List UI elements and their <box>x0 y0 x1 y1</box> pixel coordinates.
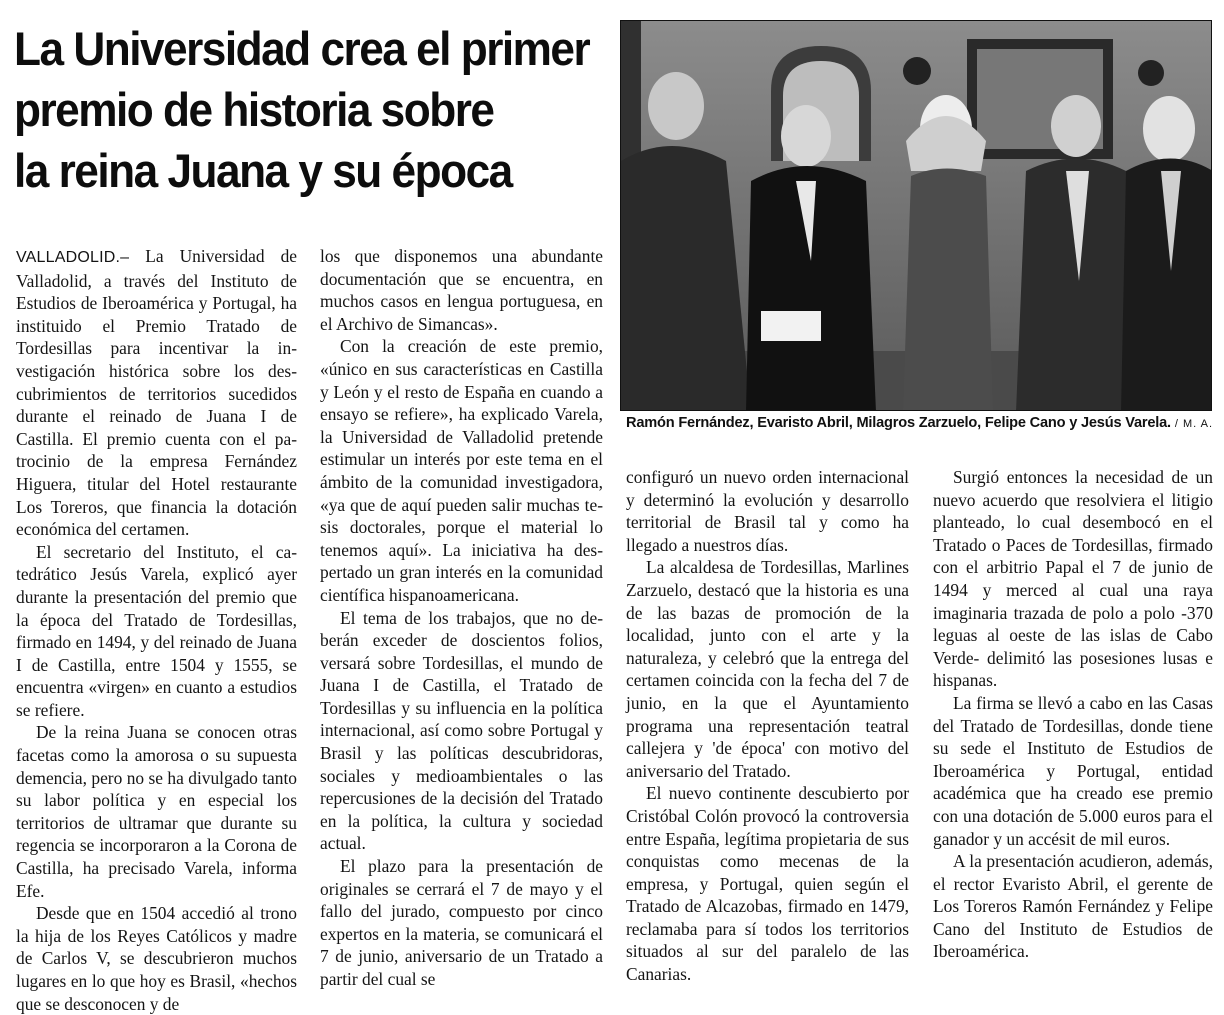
text-column-2 <box>320 245 603 991</box>
article-headline <box>14 18 590 201</box>
article-paragraph: El tema de los trabajos, que no deberán exceder de doscientos folios, versará sobre Tordesillas, el mundo de Juana I de Castilla, el Tratado de Tordesillas y su influencia en la política internacional, así como sobre Portugal y Brasil y las políticas descubridoras, sociales y medioambientales o las repercusiones de la decisión del Tratado en la política, la cultura y sociedad actual. <box>320 607 603 854</box>
article-paragraph: configuró un nuevo orden internacional y determinó la evolución y desarrollo territorial de Brasil tal y como ha llegado a nuestros días. <box>626 467 909 555</box>
article-photo <box>620 20 1212 411</box>
article-paragraph: Surgió entonces la necesidad de un nuevo acuerdo que resolviera el litigio planteado, lo cual desembocó en el Tratado o Paces de Tordesillas, firmado con el arbitrio Papal el 7 de junio de 1494 y merced al cual una raya imaginaria trazada de polo a polo -370 leguas al oeste de las islas de Cabo Verde- delimitó las posesiones lusas e hispanas. <box>933 467 1213 691</box>
text-column-1 <box>16 245 297 1015</box>
article-paragraph: Desde que en 1504 accedió al trono la hija de los Reyes Católicos y madre de Carlos V, se descubrieron muchos lugares en lo que hoy es Brasil, «hechos que se desconocen y de <box>16 903 297 1014</box>
caption-names: Ramón Fernández, Evaristo Abril, Milagros Zarzuelo, Felipe Cano y Jesús Varela. <box>626 415 1171 431</box>
headline-line: la reina Juana y su época <box>14 144 512 197</box>
article-paragraph: los que disponemos una abundante documentación que se encuentra, en muchos casos en lengua portuguesa, en el Archivo de Simancas». <box>320 246 603 334</box>
article-paragraph: El secretario del Instituto, el catedrático Jesús Varela, explicó ayer durante la presentación del premio que la época del Tratado de Tordesillas, firmado en 1494, y del reinado de Juana I de Castilla, entre 1504 y 1555, se encuentra «virgen» en cuanto a estudios se refiere. <box>16 541 297 720</box>
article-paragraph: La firma se llevó a cabo en las Casas del Tratado de Tordesillas, donde tiene su sede el Instituto de Estudios de Iberoamérica y Portugal, entidad académica que ha creado ese premio con una dotación de 5.000 euros para el ganador y un accésit de mil euros. <box>933 692 1213 849</box>
photo-caption <box>626 415 1216 431</box>
text-column-3 <box>626 466 909 986</box>
article-paragraph: Con la creación de este premio, «único en sus características en Castilla y León y el resto de España en cuando a ensayo se refiere», ha explicado Varela, la Universidad de Valladolid pretende estimular un interés por este tema en el ámbito de la comunidad investigadora, «ya que de aquí pueden salir muchas tesis doctorales, porque el material lo tenemos aquí». La iniciativa ha despertado un gran interés en la comunidad científica hispanoamericana. <box>320 336 603 605</box>
article-paragraph: La alcaldesa de Tordesillas, Marlines Zarzuelo, destacó que la historia es una de las bazas de promoción de la localidad, junto con el arte y la naturaleza, y celebró que la entrega del certamen coincida con la fecha del 7 de junio, en la que el Ayuntamiento programa una representación teatral callejera y 'de época' con motivo del aniversario del Tratado. <box>626 557 909 781</box>
headline-line: La Universidad crea el primer <box>14 22 590 75</box>
article-paragraph: El nuevo continente descubierto por Cristóbal Colón provocó la controversia entre España, legítima propietaria de sus conquistas como mecenas de la empresa, y Portugal, quien según el Tratado de Alcazobas, firmado en 1479, reclamaba para sí todos los territorios situados al sur del paralelo de las Canarias. <box>626 783 909 985</box>
article-paragraph: VALLADOLID.– La Universidad de Valladolid, a través del Instituto de Estudios de Iberoamérica y Portugal, ha instituido el Premio Tratado de Tordesillas para incentivar la investigación histórica sobre los descubrimientos de territorios sucedidos durante el reinado de Juana I de Castilla. El premio cuenta con el patrocinio de la empresa Fernández Higuera, titular del Hotel restaurante Los Toreros, que financia la dotación económica del certamen. <box>16 246 297 540</box>
article-paragraph: A la presentación acudieron, además, el rector Evaristo Abril, el gerente de Los Toreros Ramón Fernández y Felipe Cano del Instituto de Estudios de Iberoamérica. <box>933 851 1213 962</box>
text-column-4 <box>933 466 1213 963</box>
article-paragraph: De la reina Juana se conocen otras facetas como la amorosa o su supuesta demencia, pero no se ha divulgado tanto su labor política y en especial los territorios de ultramar que durante su regencia se incorporaron a la Corona de Castilla, ha precisado Varela, informa Efe. <box>16 722 297 901</box>
headline-line: premio de historia sobre <box>14 83 494 136</box>
photo-credit: / M. A. <box>1174 418 1214 430</box>
article-paragraph: El plazo para la presentación de originales se cerrará el 7 de mayo y el fallo del jurado, compuesto por cinco expertos en la materia, se comunicará el 7 de junio, aniversario de un Tratado a partir del cual se <box>320 856 603 989</box>
